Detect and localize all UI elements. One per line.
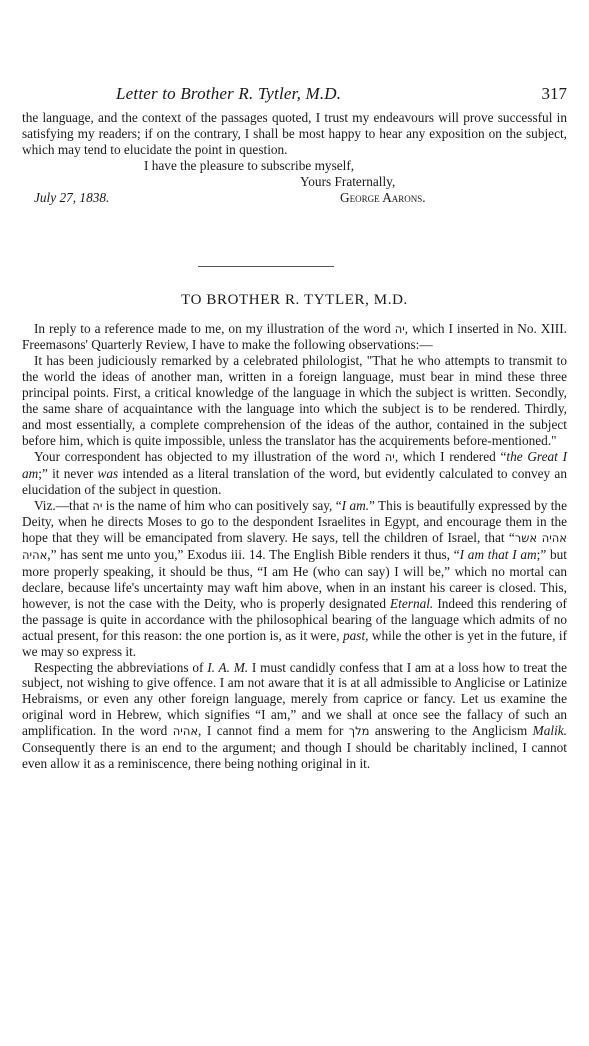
text-run: Indeed this rendering of the passage is quite in accordance with the philosophical bearing of the language which admits of no actual present, for this reason: the one portion is, as it were, <box>22 595 567 643</box>
page-number: 317 <box>541 84 567 103</box>
text-run: while the other is yet in the future, if we may so express it. <box>22 627 568 659</box>
hebrew-word: יה <box>92 498 103 513</box>
paragraph-3 <box>22 449 567 498</box>
article-body <box>22 321 567 772</box>
emphasis: the Great I am <box>22 448 567 481</box>
emphasis: past, <box>342 627 369 643</box>
text-run: answering to the Anglicism <box>369 723 533 739</box>
text-run: In reply to a reference made to me, on my illustration of the word <box>34 320 395 336</box>
text-run: ;” but more properly speaking, it should be thus, “I am He (who can say) I will be,” which no mortal can declare, because life's uncertainty may waft him above, when in an instant his career is closed. This, however, is not the case with the Deity, who is properly designated <box>22 547 567 611</box>
emphasis: Eternal. <box>390 595 434 611</box>
hebrew-word: יה <box>384 449 395 464</box>
emphasis: I am. <box>341 497 370 513</box>
running-head <box>22 84 567 110</box>
text-run: intended as a literal translation of the word, but evidently calculated to convey an elucidation of the subject in question. <box>22 465 567 497</box>
hebrew-word: מלך <box>348 724 370 739</box>
text-run: ” This is beautifully expressed by the Deity, when he directs Moses to go to the despondent Israelites in Egypt, and encourage them in the hope that they will be emancipated from slavery. He says, tell the children of Israel, that “ <box>22 497 567 546</box>
valediction: Yours Fraternally, <box>300 173 396 189</box>
text-run: Respecting the abbreviations of <box>34 659 208 675</box>
signature: George Aarons. <box>340 189 426 205</box>
text-run: Viz.—that <box>34 497 93 513</box>
article-heading: TO BROTHER R. TYTLER, M.D. <box>181 291 408 308</box>
hebrew-phrase: אהיה אשר אהיה <box>22 531 567 563</box>
text-run: ;” it never <box>38 465 98 481</box>
hebrew-word: אהיה <box>172 724 199 739</box>
book-page <box>22 84 567 772</box>
emphasis: was <box>97 465 119 481</box>
previous-letter-ending <box>22 110 567 158</box>
paragraph-5 <box>22 660 567 772</box>
text-run: , which I rendered “ <box>394 448 507 464</box>
running-title: Letter to Brother R. Tytler, M.D. <box>116 84 342 103</box>
section-divider <box>198 266 334 267</box>
signature-row <box>22 190 567 206</box>
text-run: , I cannot find a mem for <box>198 723 349 739</box>
text-run: is the name of him who can positively say, “ <box>102 497 342 513</box>
paragraph-4 <box>22 498 567 660</box>
closing-line: I have the pleasure to subscribe myself, <box>144 157 355 173</box>
text-run: Your correspondent has objected to my illustration of the word <box>34 448 385 464</box>
text-run: , which I inserted in No. XIII. Freemasons' Quarterly Review, I have to make the following observations:— <box>22 320 567 353</box>
closing-paragraph: the language, and the context of the passages quoted, I trust my endeavours will prove successful in satisfying my readers; if on the contrary, I shall be most happy to hear any exposition on the subject, which may tend to elucidate the point in question. <box>22 110 567 157</box>
letter-date: July 27, 1838. <box>34 189 110 205</box>
paragraph-1 <box>22 321 567 354</box>
hebrew-word: יה <box>394 321 405 336</box>
emphasis: Malik. <box>532 723 567 739</box>
emphasis: I am that I am <box>459 547 537 563</box>
text-run: I must candidly confess that I am at a loss how to treat the subject, not wishing to give offence. I am not aware that it is at all admissible to Anglicise or Latinize Hebraisms, or even any other foreign language, merely from caprice or fancy. Let us examine the original word in Hebrew, which signifies “I am,” and we shall at once see the fallacy of such an amplification. In the word <box>22 659 567 739</box>
text-run: Consequently there is an end to the argument; and though I should be charitably inclined, I cannot even allow it as a reminiscence, there being nothing original in it. <box>22 740 567 771</box>
emphasis: I. A. M. <box>207 659 249 675</box>
paragraph-2: It has been judiciously remarked by a celebrated philologist, "That he who attempts to transmit to the world the ideas of another man, written in a foreign language, must bear in mind these three principal points. First, a critical knowledge of the language in which the subject is written. Secondly, the same share of acquaintance with the language into which the subject is to be rendered. Thirdly, and most essentially, a complete comprehension of the ideas of the author, contained in the subject before him, which is quite impossible, unless the translator has the acquirements before-mentioned." <box>22 353 567 448</box>
text-run: ,” has sent me unto you,” Exodus iii. 14. The English Bible renders it thus, “ <box>47 547 460 563</box>
